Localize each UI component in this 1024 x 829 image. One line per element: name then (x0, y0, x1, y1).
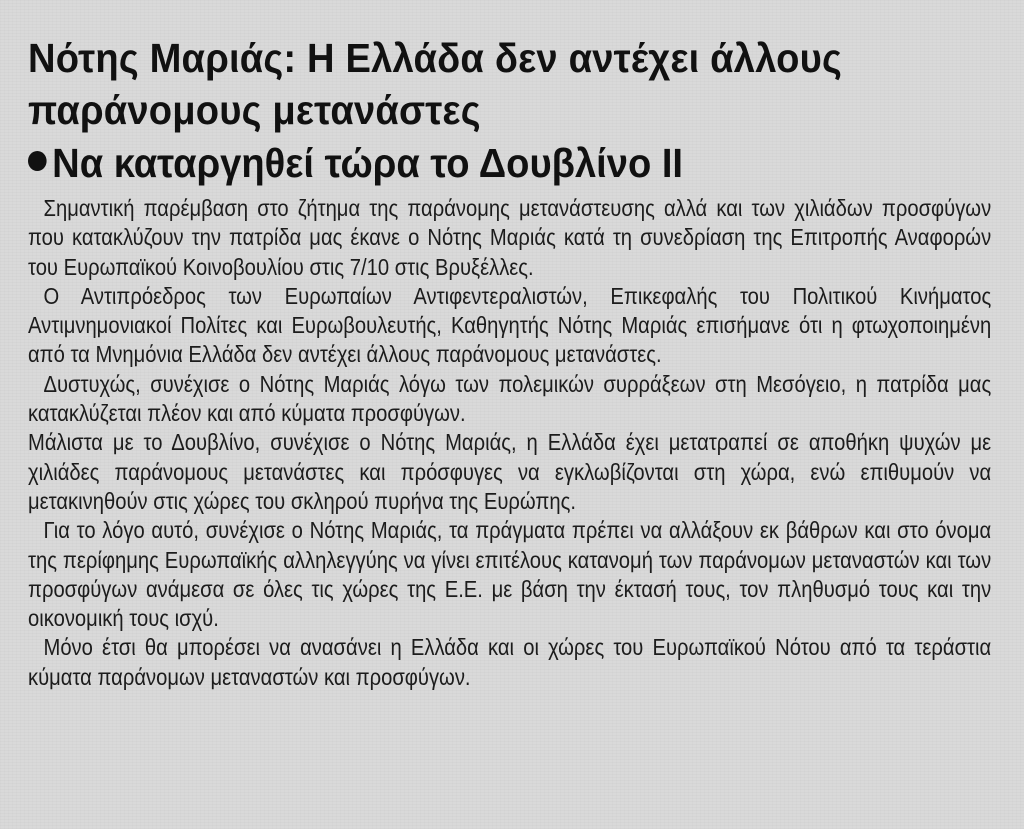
article-paragraph-2: Ο Αντιπρόεδρος των Ευρωπαίων Αντιφεντεραλιστών, Επικεφαλής του Πολιτικού Κινήματος Αντιμνημονιακοί Πολίτες και Ευρωβουλευτής, Καθηγητής Νότης Μαριάς επισήμανε ότι η φτωχοποιημένη από τα Μνημόνια Ελλάδα δεν αντέχει άλλους παράνομους μετανάστες. (28, 282, 992, 368)
article-paragraph-5: Για το λόγο αυτό, συνέχισε ο Νότης Μαριάς, τα πράγματα πρέπει να αλλάξουν εκ βάθρων και στο όνομα της περίφημης Ευρωπαϊκής αλληλεγγύης να γίνει επιτέλους κατανομή των παράνομων μεταναστών και των προσφύγων ανάμεσα σε όλες τις χώρες της Ε.Ε. με βάση την έκτασή τους, τον πληθυσμό τους και την οικονομική τους ισχύ. (28, 517, 992, 632)
article-paragraph-1: Σημαντική παρέμβαση στο ζήτημα της παράνομης μετανάστευσης αλλά και των χιλιάδων προσφύγων που κατακλύζουν την πατρίδα μας έκανε ο Νότης Μαριάς κατά τη συνεδρίαση της Επιτροπής Αναφορών του Ευρωπαϊκού Κοινοβουλίου στις 7/10 στις Βρυξέλλες. (28, 195, 992, 280)
article-subheadline-row (28, 138, 1005, 188)
article-paragraph-4: Μάλιστα με το Δουβλίνο, συνέχισε ο Νότης Μαριάς, η Ελλάδα έχει μετατραπεί σε αποθήκη ψυχών με χιλιάδες παράνομους μετανάστες και πρόσφυγες να εγκλωβίζονται στη χώρα, ενώ επιθυμούν να μετακινηθούν στις χώρες του σκληρού πυρήνα της Ευρώπης. (28, 429, 992, 514)
article-subheadline: Να καταργηθεί τώρα το Δουβλίνο ΙΙ (52, 140, 684, 186)
article-paragraph-3: Δυστυχώς, συνέχισε ο Νότης Μαριάς λόγω των πολεμικών συρράξεων στη Μεσόγειο, η πατρίδα μας κατακλύζεται πλέον και από κύματα προσφύγων. (28, 370, 992, 427)
article-body (28, 194, 991, 692)
bullet-icon (28, 151, 47, 171)
article-headline: Νότης Μαριάς: Η Ελλάδα δεν αντέχει άλλους παράνομους μετανάστες (28, 35, 843, 133)
article-paragraph-6: Μόνο έτσι θα μπορέσει να ανασάνει η Ελλάδα και οι χώρες του Ευρωπαϊκού Νότου από τα τεράστια κύματα παράνομων μεταναστών και προσφύγων. (28, 634, 992, 690)
